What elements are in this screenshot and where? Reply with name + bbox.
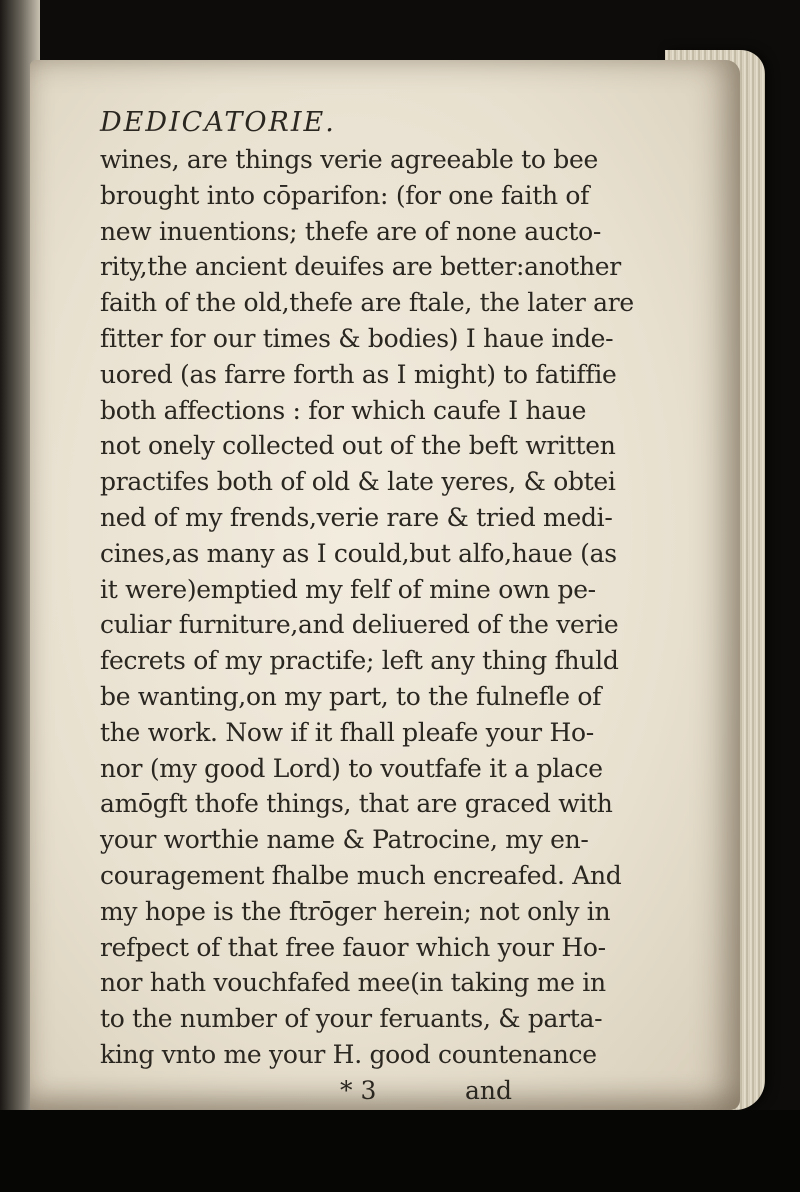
text-line: wines, are things verie agreeable to bee <box>100 145 598 174</box>
text-line: couragement fhalbe much encreafed. And <box>100 860 622 890</box>
page-footer <box>100 1073 590 1109</box>
page-text <box>100 107 634 1109</box>
running-header: DEDICATORIE. <box>100 107 336 138</box>
signature-mark: * 3 <box>340 1075 377 1105</box>
text-line: brought into cōparifon: (for one faith of <box>100 180 590 210</box>
text-line: rity,the ancient deuifes are better:another <box>100 252 621 282</box>
text-line: amōgft thofe things, that are graced with <box>100 789 613 819</box>
text-line: new inuentions; thefe are of none aucto- <box>100 216 602 246</box>
text-line: fecrets of my practife; left any thing fhuld <box>100 646 619 676</box>
text-line: my hope is the ftrōger herein; not only in <box>100 896 611 926</box>
text-line: not onely collected out of the beft written <box>100 431 616 461</box>
bottom-shadow <box>0 1110 800 1192</box>
text-line: the work. Now if it fhall pleafe your Ho- <box>100 717 594 747</box>
text-line: your worthie name & Patrocine, my en- <box>100 825 589 855</box>
text-line: cines,as many as I could,but alfo,haue (as <box>100 538 617 568</box>
text-line: practifes both of old & late yeres, & obtei <box>100 467 616 497</box>
text-line: it were)emptied my felf of mine own pe- <box>100 574 596 604</box>
text-line: king vnto me your H. good countenance <box>100 1039 597 1069</box>
text-line: ned of my frends,verie rare & tried medi- <box>100 502 613 532</box>
text-line: be wanting,on my part, to the fulnefle of <box>100 681 602 711</box>
text-line: to the number of your feruants, & parta- <box>100 1004 603 1034</box>
text-line: culiar furniture,and deliuered of the verie <box>100 610 619 640</box>
text-line: faith of the old,thefe are ftale, the later are <box>100 288 634 318</box>
text-line: refpect of that free fauor which your Ho- <box>100 932 606 962</box>
text-line: fitter for our times & bodies) I haue inde- <box>100 323 614 353</box>
text-line: both affections : for which caufe I haue <box>100 395 587 425</box>
catchword: and <box>465 1075 513 1105</box>
text-line: nor hath vouchfafed mee(in taking me in <box>100 968 606 998</box>
text-line: nor (my good Lord) to voutfafe it a place <box>100 753 603 783</box>
text-line: uored (as farre forth as I might) to fatiffie <box>100 359 617 389</box>
